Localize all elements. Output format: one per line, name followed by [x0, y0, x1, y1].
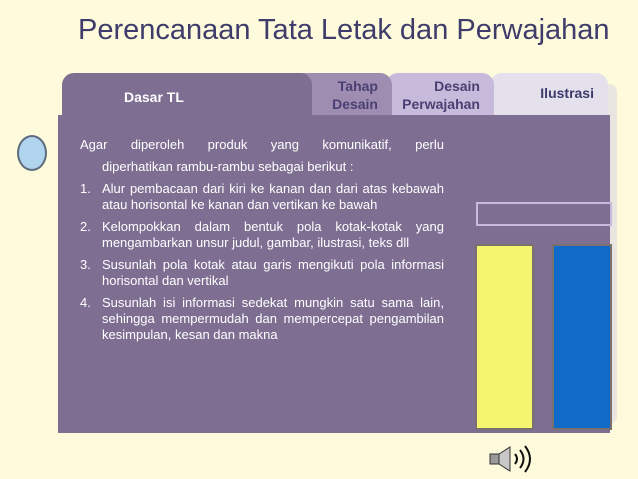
tab-desain-perwajahan-line1: Desain: [434, 78, 480, 94]
list-item-number: 4.: [80, 295, 91, 310]
layout-left-column: [475, 244, 534, 430]
list-item-text: Susunlah pola kotak atau garis mengikuti pola informasi horisontal dan vertikal: [102, 257, 444, 288]
tab-desain-perwajahan-line2: Perwajahan: [402, 96, 480, 112]
intro-line-1: Agar diperoleh produk yang komunikatif, perlu: [80, 137, 444, 152]
speaker-icon[interactable]: [488, 444, 538, 474]
content-text: [80, 137, 444, 349]
list-item-text: Alur pembacaan dari kiri ke kanan dan dari atas kebawah atau horisontal ke kanan dan vertikan ke bawah: [102, 181, 444, 212]
list-item-number: 1.: [80, 181, 91, 196]
circle-icon[interactable]: [17, 135, 47, 171]
intro-line-2: diperhatikan rambu-rambu sebagai berikut :: [102, 159, 354, 174]
layout-right-column: [552, 244, 612, 430]
tab-dasar-tl-label: Dasar TL: [124, 89, 184, 105]
page-title: Perencanaan Tata Letak dan Perwajahan: [78, 14, 610, 46]
list-item: [80, 295, 444, 343]
tab-ilustrasi-label: Ilustrasi: [540, 85, 594, 101]
list-item: [80, 181, 444, 213]
layout-header-bar: [476, 202, 612, 226]
list-item-text: Kelompokkan dalam bentuk pola kotak-kotak yang mengambarkan unsur judul, gambar, ilustrasi, teks dll: [102, 219, 444, 250]
list-item-number: 3.: [80, 257, 91, 272]
list-item-text: Susunlah isi informasi sedekat mungkin satu sama lain, sehingga mempermudah dan mempercepat pengambilan kesimpulan, kesan dan makna: [102, 295, 444, 342]
list-item-number: 2.: [80, 219, 91, 234]
list-item: [80, 219, 444, 251]
tab-tahap-desain-line2: Desain: [332, 96, 378, 112]
list-item: [80, 257, 444, 289]
tab-tahap-desain-line1: Tahap: [337, 78, 378, 94]
